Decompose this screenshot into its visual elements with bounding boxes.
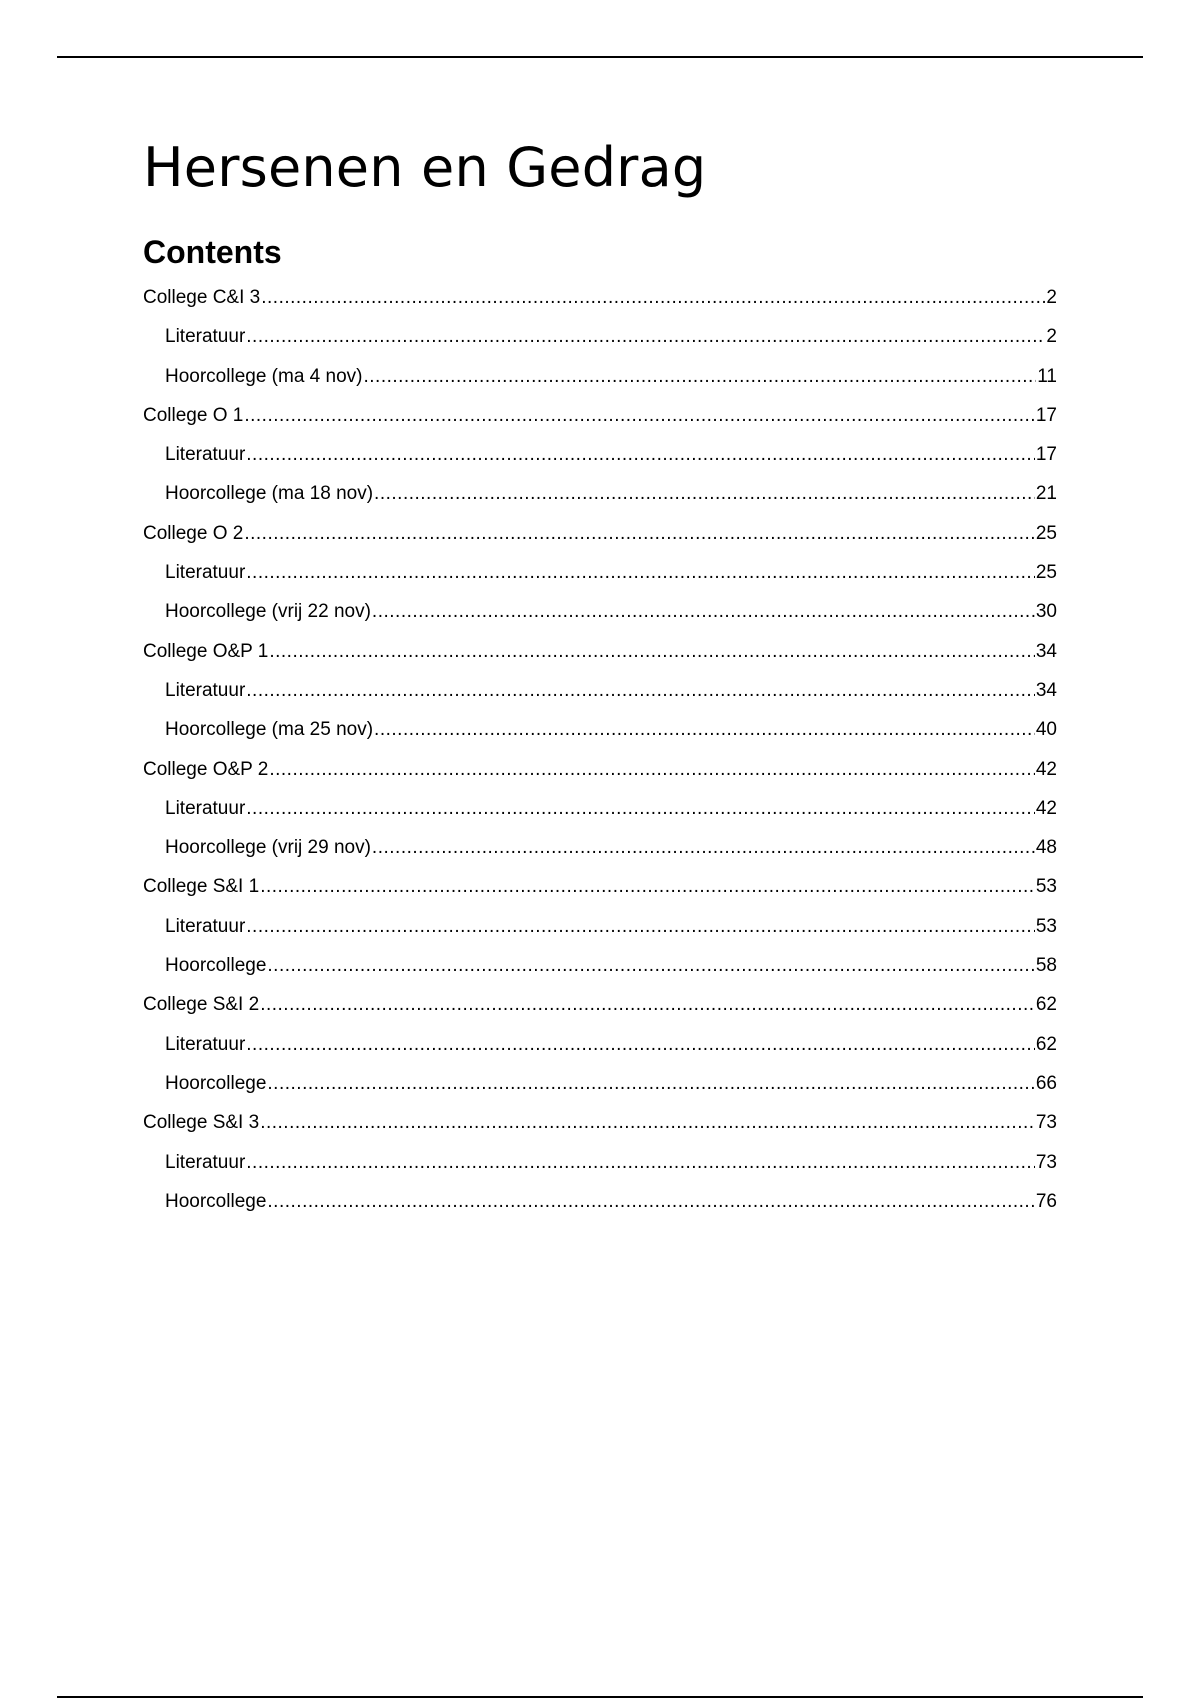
toc-entry[interactable]: [143, 283, 1057, 322]
toc-entry-label: College O 2: [143, 522, 244, 544]
toc-entry-page-number: 2: [1046, 326, 1057, 348]
toc-entry-label: Hoorcollege (ma 18 nov): [165, 483, 374, 505]
toc-dot-leader: [246, 1030, 1035, 1060]
toc-entry[interactable]: [143, 1187, 1057, 1226]
toc-dot-leader: [246, 1148, 1035, 1178]
toc-entry-label: Literatuur: [165, 1033, 246, 1055]
toc-dot-leader: [372, 833, 1035, 863]
toc-entry[interactable]: [143, 558, 1057, 597]
toc-entry-label: Literatuur: [165, 1151, 246, 1173]
toc-entry-label: College S&I 3: [143, 1112, 260, 1134]
toc-entry-label: Hoorcollege: [165, 1072, 267, 1094]
toc-dot-leader: [372, 597, 1035, 627]
toc-entry[interactable]: [143, 872, 1057, 911]
toc-entry-page-number: 30: [1035, 601, 1057, 623]
toc-entry-page-number: 17: [1035, 444, 1057, 466]
toc-entry-page-number: 25: [1035, 522, 1057, 544]
toc-entry-label: Literatuur: [165, 915, 246, 937]
toc-entry-page-number: 53: [1035, 876, 1057, 898]
toc-entry-page-number: 73: [1035, 1112, 1057, 1134]
toc-entry[interactable]: [143, 1030, 1057, 1069]
toc-entry[interactable]: [143, 1069, 1057, 1108]
toc-entry[interactable]: [143, 794, 1057, 833]
toc-entry-page-number: 73: [1035, 1151, 1057, 1173]
toc-dot-leader: [260, 872, 1035, 902]
toc-entry[interactable]: [143, 322, 1057, 361]
toc-entry-label: Hoorcollege (vrij 22 nov): [165, 601, 371, 623]
toc-entry[interactable]: [143, 912, 1057, 951]
toc-dot-leader: [267, 951, 1034, 981]
toc-entry-label: Literatuur: [165, 797, 246, 819]
toc-entry-label: College O&P 2: [143, 758, 269, 780]
toc-entry-page-number: 25: [1035, 562, 1057, 584]
toc-entry-label: Hoorcollege: [165, 955, 267, 977]
toc-entry-page-number: 17: [1035, 404, 1057, 426]
toc-entry[interactable]: [143, 951, 1057, 990]
toc-dot-leader: [374, 715, 1035, 745]
toc-entry[interactable]: [143, 479, 1057, 518]
toc-entry-page-number: 42: [1035, 797, 1057, 819]
toc-entry[interactable]: [143, 755, 1057, 794]
toc-entry[interactable]: [143, 833, 1057, 872]
toc-entry-label: Literatuur: [165, 444, 246, 466]
toc-entry-label: Hoorcollege (ma 25 nov): [165, 719, 374, 741]
document-title: Hersenen en Gedrag: [143, 136, 707, 199]
toc-dot-leader: [261, 283, 1045, 313]
toc-entry[interactable]: [143, 1148, 1057, 1187]
toc-entry-page-number: 34: [1035, 640, 1057, 662]
toc-entry-page-number: 42: [1035, 758, 1057, 780]
toc-entry-page-number: 66: [1035, 1072, 1057, 1094]
toc-entry-page-number: 34: [1035, 679, 1057, 701]
footer-rule: [57, 1696, 1143, 1698]
toc-entry[interactable]: [143, 597, 1057, 636]
toc-entry-label: Hoorcollege (ma 4 nov): [165, 365, 363, 387]
toc-dot-leader: [246, 440, 1035, 470]
toc-dot-leader: [267, 1187, 1034, 1217]
toc-dot-leader: [246, 676, 1035, 706]
toc-entry-page-number: 58: [1035, 955, 1057, 977]
toc-dot-leader: [244, 519, 1035, 549]
toc-dot-leader: [244, 401, 1035, 431]
toc-entry-page-number: 40: [1035, 719, 1057, 741]
toc-entry-label: Literatuur: [165, 679, 246, 701]
toc-dot-leader: [363, 362, 1036, 392]
toc-entry-page-number: 48: [1035, 837, 1057, 859]
toc-dot-leader: [374, 479, 1035, 509]
toc-dot-leader: [269, 755, 1035, 785]
toc-entry-label: College S&I 2: [143, 994, 260, 1016]
header-rule: [57, 56, 1143, 58]
toc-entry-page-number: 76: [1035, 1190, 1057, 1212]
toc-entry[interactable]: [143, 362, 1057, 401]
toc-dot-leader: [267, 1069, 1034, 1099]
toc-entry-label: Literatuur: [165, 326, 246, 348]
toc-entry-label: Hoorcollege (vrij 29 nov): [165, 837, 371, 859]
toc-dot-leader: [269, 637, 1035, 667]
toc-entry[interactable]: [143, 519, 1057, 558]
toc-dot-leader: [246, 912, 1035, 942]
toc-dot-leader: [246, 794, 1035, 824]
toc-entry[interactable]: [143, 401, 1057, 440]
toc-entry[interactable]: [143, 637, 1057, 676]
toc-entry[interactable]: [143, 676, 1057, 715]
toc-dot-leader: [260, 1108, 1035, 1138]
table-of-contents: [143, 283, 1057, 1226]
toc-entry[interactable]: [143, 990, 1057, 1029]
toc-entry-label: College S&I 1: [143, 876, 260, 898]
toc-entry-label: Literatuur: [165, 562, 246, 584]
toc-entry[interactable]: [143, 1108, 1057, 1147]
toc-entry-label: College C&I 3: [143, 287, 261, 308]
toc-entry-label: College O 1: [143, 404, 244, 426]
toc-entry[interactable]: [143, 715, 1057, 754]
toc-entry-page-number: 62: [1035, 994, 1057, 1016]
toc-heading: Contents: [143, 234, 282, 270]
toc-dot-leader: [246, 558, 1035, 588]
toc-entry-page-number: 11: [1037, 365, 1057, 387]
toc-entry[interactable]: [143, 440, 1057, 479]
toc-entry-label: Hoorcollege: [165, 1190, 267, 1212]
toc-entry-page-number: 53: [1035, 915, 1057, 937]
toc-entry-page-number: 21: [1035, 483, 1057, 505]
toc-dot-leader: [260, 990, 1035, 1020]
toc-entry-page-number: 62: [1035, 1033, 1057, 1055]
toc-entry-page-number: 2: [1046, 287, 1057, 308]
toc-entry-label: College O&P 1: [143, 640, 269, 662]
toc-dot-leader: [246, 322, 1045, 352]
